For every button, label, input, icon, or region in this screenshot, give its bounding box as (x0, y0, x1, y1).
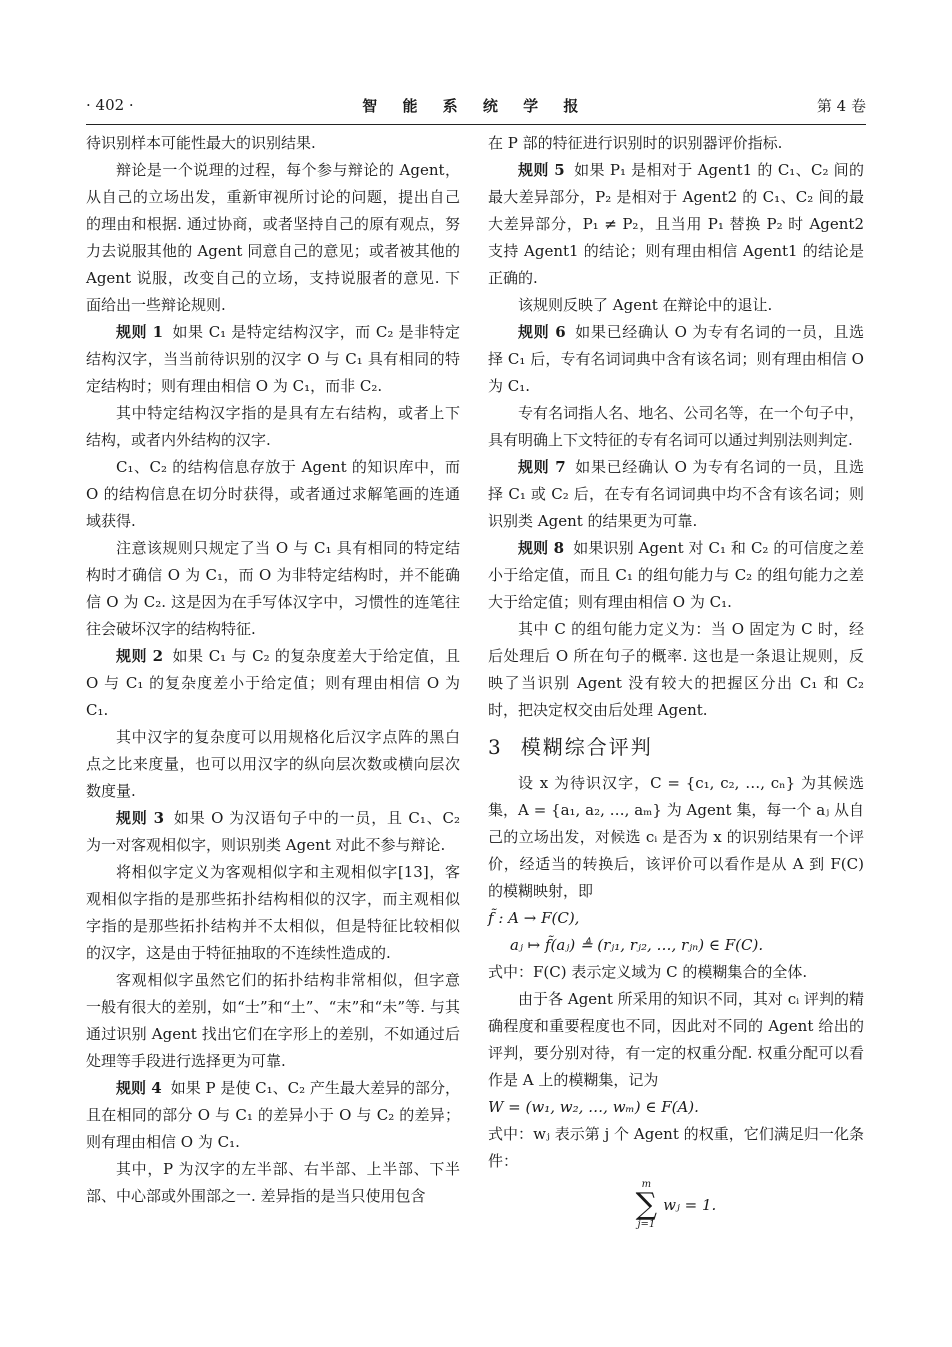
page-number: · 402 · (86, 96, 134, 114)
body-paragraph: 该规则反映了 Agent 在辩论中的退让. (518, 296, 773, 314)
rule-paragraph (488, 454, 864, 535)
formula: f̃ : A → F(C), (488, 909, 580, 927)
rule-label: 规则 3 (116, 809, 165, 827)
body-paragraph: 其中特定结构汉字指的是具有左右结构，或者上下结构，或者内外结构的汉字. (86, 404, 460, 449)
body-paragraph: 其中，P 为汉字的左半部、右半部、上半部、下半部、中心部或外围部之一. 差异指的是当只使用包含 (86, 1160, 460, 1205)
body-paragraph: 其中 C 的组句能力定义为：当 O 固定为 C 时，经后处理后 O 所在句子的概率. 这也是一条退让规则，反映了当识别 Agent 没有较大的把握区分出 C₁ 和 C₂ 时，把决定权交由后处理 Agent. (488, 620, 864, 719)
section-title: 模糊综合评判 (520, 735, 653, 759)
rule-paragraph (86, 643, 460, 724)
rule-paragraph (488, 157, 864, 292)
section-heading (488, 732, 864, 762)
header-divider (86, 124, 866, 125)
rule-paragraph (86, 805, 460, 859)
rule-paragraph (488, 319, 864, 400)
body-paragraph: 在 P 部的特征进行识别时的识别器评价指标. (488, 134, 783, 152)
rule-text: 如果识别 Agent 对 C₁ 和 C₂ 的可信度之差小于给定值，而且 C₁ 的组句能力与 C₂ 的组句能力之差大于给定值；则有理由相信 O 为 C₁. (488, 539, 864, 611)
body-paragraph: C₁、C₂ 的结构信息存放于 Agent 的知识库中，而 O 的结构信息在切分时获得，或者通过求解笔画的连通域获得. (86, 458, 460, 530)
rule-label: 规则 8 (518, 539, 565, 557)
body-paragraph: 其中汉字的复杂度可以用规格化后汉字点阵的黑白点之比来度量，也可以用汉字的纵向层次数或横向层次数度量. (86, 728, 460, 800)
rule-paragraph (488, 535, 864, 616)
page-header (86, 94, 866, 116)
body-paragraph: 设 x 为待识汉字，C = {c₁, c₂, …, cₙ} 为其候选集，A = {a₁, a₂, …, aₘ} 为 Agent 集，每一个 aⱼ 从自己的立场出发，对候选 cᵢ 是否为 x 的识别结果有一个评价，经适当的转换后，该评价可以看作是从 A 到 F(C) 的模糊映射，即 (488, 774, 864, 900)
section-number: 3 (488, 735, 503, 759)
rule-text: 如果 C₁ 是特定结构汉字，而 C₂ 是非特定结构汉字，当当前待识别的汉字 O 与 C₁ 具有相同的特定结构时；则有理由相信 O 为 C₁，而非 C₂. (86, 323, 460, 395)
rule-label: 规则 4 (116, 1079, 162, 1097)
formula: aⱼ ↦ f̃(aⱼ) ≜ (rⱼ₁, rⱼ₂, …, rⱼₙ) ∈ F(C). (510, 936, 764, 954)
formula: W = (w₁, w₂, …, wₘ) ∈ F(A). (488, 1098, 699, 1116)
rule-label: 规则 1 (116, 323, 164, 341)
left-column (86, 130, 460, 1210)
rule-text: 如果 O 为汉语句子中的一员，且 C₁、C₂ 为一对客观相似字，则识别类 Agent 对此不参与辩论. (86, 809, 460, 854)
rule-label: 规则 2 (116, 647, 164, 665)
rule-text: 如果 P 是使 C₁、C₂ 产生最大差异的部分，且在相同的部分 O 与 C₁ 的差异小于 O 与 C₂ 的差异；则有理由相信 O 为 C₁. (86, 1079, 460, 1151)
rule-text: 如果已经确认 O 为专有名词的一员，且选择 C₁ 后，专有名词词典中含有该名词；则有理由相信 O 为 C₁. (488, 323, 864, 395)
journal-title: 智 能 系 统 学 报 (362, 96, 589, 115)
sum-lower-limit: j=1 (637, 1219, 656, 1230)
rule-paragraph (86, 1075, 460, 1156)
body-paragraph: 将相似字定义为客观相似字和主观相似字[13]，客观相似字指的是那些拓扑结构相似的汉字，而主观相似字指的是那些拓扑结构并不太相似，但是特征比较相似的汉字，这是由于特征抽取的不连续性造成的. (86, 863, 460, 962)
rule-text: 如果已经确认 O 为专有名词的一员，且选择 C₁ 或 C₂ 后，在专有名词词典中均不含有该名词；则识别类 Agent 的结果更为可靠. (488, 458, 864, 530)
body-paragraph: 专有名词指人名、地名、公司名等，在一个句子中，具有明确上下文特征的专有名词可以通过判别法则判定. (488, 404, 864, 449)
sigma-glyph: ∑ (635, 1187, 658, 1222)
right-column (488, 130, 864, 1235)
body-paragraph: 注意该规则只规定了当 O 与 C₁ 具有相同的特定结构时才确信 O 为 C₁，而 O 为非特定结构时，并不能确信 O 为 C₂. 这是因为在手写体汉字中，习惯性的连笔往往会破坏汉字的结构特征. (86, 539, 460, 638)
body-paragraph: 辩论是一个说理的过程，每个参与辩论的 Agent，从自己的立场出发，重新审视所讨论的问题，提出自己的理由和根据. 通过协商，或者坚持自己的原有观点，努力去说服其他的 Agent 同意自己的意见；或者被其他的 Agent 说服，改变自己的立场，支持说服者的意见. 下面给出一些辩论规则. (86, 161, 460, 314)
rule-paragraph (86, 319, 460, 400)
sum-upper-limit: m (641, 1179, 652, 1190)
body-paragraph: 式中：wⱼ 表示第 j 个 Agent 的权重，它们满足归一化条件： (488, 1125, 864, 1170)
rule-label: 规则 5 (518, 161, 565, 179)
rule-text: 如果 C₁ 与 C₂ 的复杂度差大于给定值，且 O 与 C₁ 的复杂度差小于给定值；则有理由相信 O 为 C₁. (86, 647, 460, 719)
rule-label: 规则 6 (518, 323, 566, 341)
sum-body: wⱼ = 1. (663, 1195, 717, 1214)
rule-label: 规则 7 (518, 458, 566, 476)
volume-label: 第 4 卷 (816, 96, 866, 115)
sum-formula (488, 1175, 864, 1235)
body-paragraph: 客观相似字虽然它们的拓扑结构非常相似，但字意一般有很大的差别，如“士”和“土”、“末”和“未”等. 与其通过识别 Agent 找出它们在字形上的差别，不如通过后处理等手段进行选择更为可靠. (86, 971, 460, 1070)
body-paragraph: 由于各 Agent 所采用的知识不同，其对 cᵢ 评判的精确程度和重要程度也不同，因此对不同的 Agent 给出的评判，要分别对待，有一定的权重分配. 权重分配可以看作是 A 上的模糊集，记为 (488, 990, 864, 1089)
rule-text: 如果 P₁ 是相对于 Agent1 的 C₁、C₂ 间的最大差异部分，P₂ 是相对于 Agent2 的 C₁、C₂ 间的最大差异部分，P₁ ≠ P₂，且当用 P₁ 替换 P₂ 时 Agent2 支持 Agent1 的结论；则有理由相信 Agent1 的结论是正确的. (488, 161, 864, 287)
body-paragraph: 式中：F(C) 表示定义域为 C 的模糊集合的全体. (488, 963, 808, 981)
sigma-symbol (636, 1180, 657, 1230)
body-paragraph: 待识别样本可能性最大的识别结果. (86, 134, 316, 152)
